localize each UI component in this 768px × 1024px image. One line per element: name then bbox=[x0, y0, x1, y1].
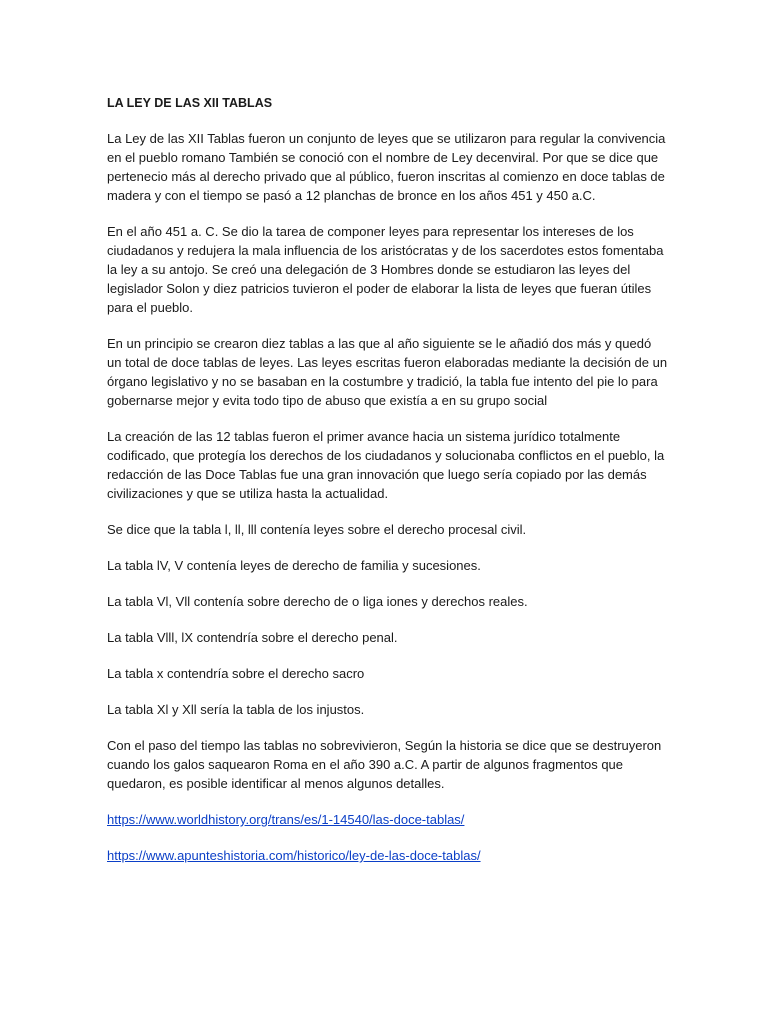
paragraph-tabla-4-5: La tabla lV, V contenía leyes de derecho de familia y sucesiones. bbox=[107, 558, 481, 573]
paragraph-tabla-6-7: La tabla Vl, Vll contenía sobre derecho de o liga iones y derechos reales. bbox=[107, 594, 528, 609]
paragraph-tabla-10: La tabla x contendría sobre el derecho sacro bbox=[107, 666, 365, 681]
source-link-worldhistory[interactable]: https://www.worldhistory.org/trans/es/1-14540/las-doce-tablas/ bbox=[107, 812, 465, 827]
source-link-apunteshistoria[interactable]: https://www.apunteshistoria.com/historico/ley-de-las-doce-tablas/ bbox=[107, 848, 481, 863]
paragraph-importance: La creación de las 12 tablas fueron el primer avance hacia un sistema jurídico totalmente codificado, que protegía los derechos de los ciudadanos y solucionaba conflictos en el pueblo, la redacción de las Doce Tablas fue una gran innovación que luego sería copiado por las demás civilizaciones y que se utiliza hasta la actualidad. bbox=[107, 429, 665, 501]
paragraph-origin: En el año 451 a. C. Se dio la tarea de componer leyes para representar los intereses de los ciudadanos y redujera la mala influencia de los aristócratas y de los sacerdotes estos fomentaba la ley a su antojo. Se creó una delegación de 3 Hombres donde se estudiaron las leyes del legislador Solon y diez patricios tuvieron el poder de elaborar la lista de leyes que fueran útiles para el pueblo. bbox=[107, 224, 664, 315]
paragraph-tabla-8-9: La tabla Vlll, lX contendría sobre el derecho penal. bbox=[107, 630, 398, 645]
document-title: LA LEY DE LAS XII TABLAS bbox=[107, 96, 273, 110]
paragraph-tabla-11-12: La tabla Xl y Xll sería la tabla de los injustos. bbox=[107, 702, 365, 717]
paragraph-intro: La Ley de las XII Tablas fueron un conjunto de leyes que se utilizaron para regular la convivencia en el pueblo romano También se conoció con el nombre de Ley decenviral. Por que se dice que pertenecio más al derecho privado que al público, fueron inscritas al comienzo en doce tablas de madera y con el tiempo se pasó a 12 planchas de bronce en los años 451 y 450 a.C. bbox=[107, 131, 666, 203]
paragraph-tabla-1-3: Se dice que la tabla l, ll, lll contenía leyes sobre el derecho procesal civil. bbox=[107, 522, 527, 537]
paragraph-conclusion: Con el paso del tiempo las tablas no sobrevivieron, Según la historia se dice que se destruyeron cuando los galos saquearon Roma en el año 390 a.C. A partir de algunos fragmentos que quedaron, es posible identificar al menos algunos detalles. bbox=[107, 738, 662, 791]
paragraph-creation: En un principio se crearon diez tablas a las que al año siguiente se le añadió dos más y quedó un total de doce tablas de leyes. Las leyes escritas fueron elaboradas mediante la decisión de un órgano legislativo y no se basaban en la costumbre y tradició, la tabla fue intento del pie lo para gobernarse mejor y evita todo tipo de abuso que existía a en su grupo social bbox=[107, 336, 668, 408]
